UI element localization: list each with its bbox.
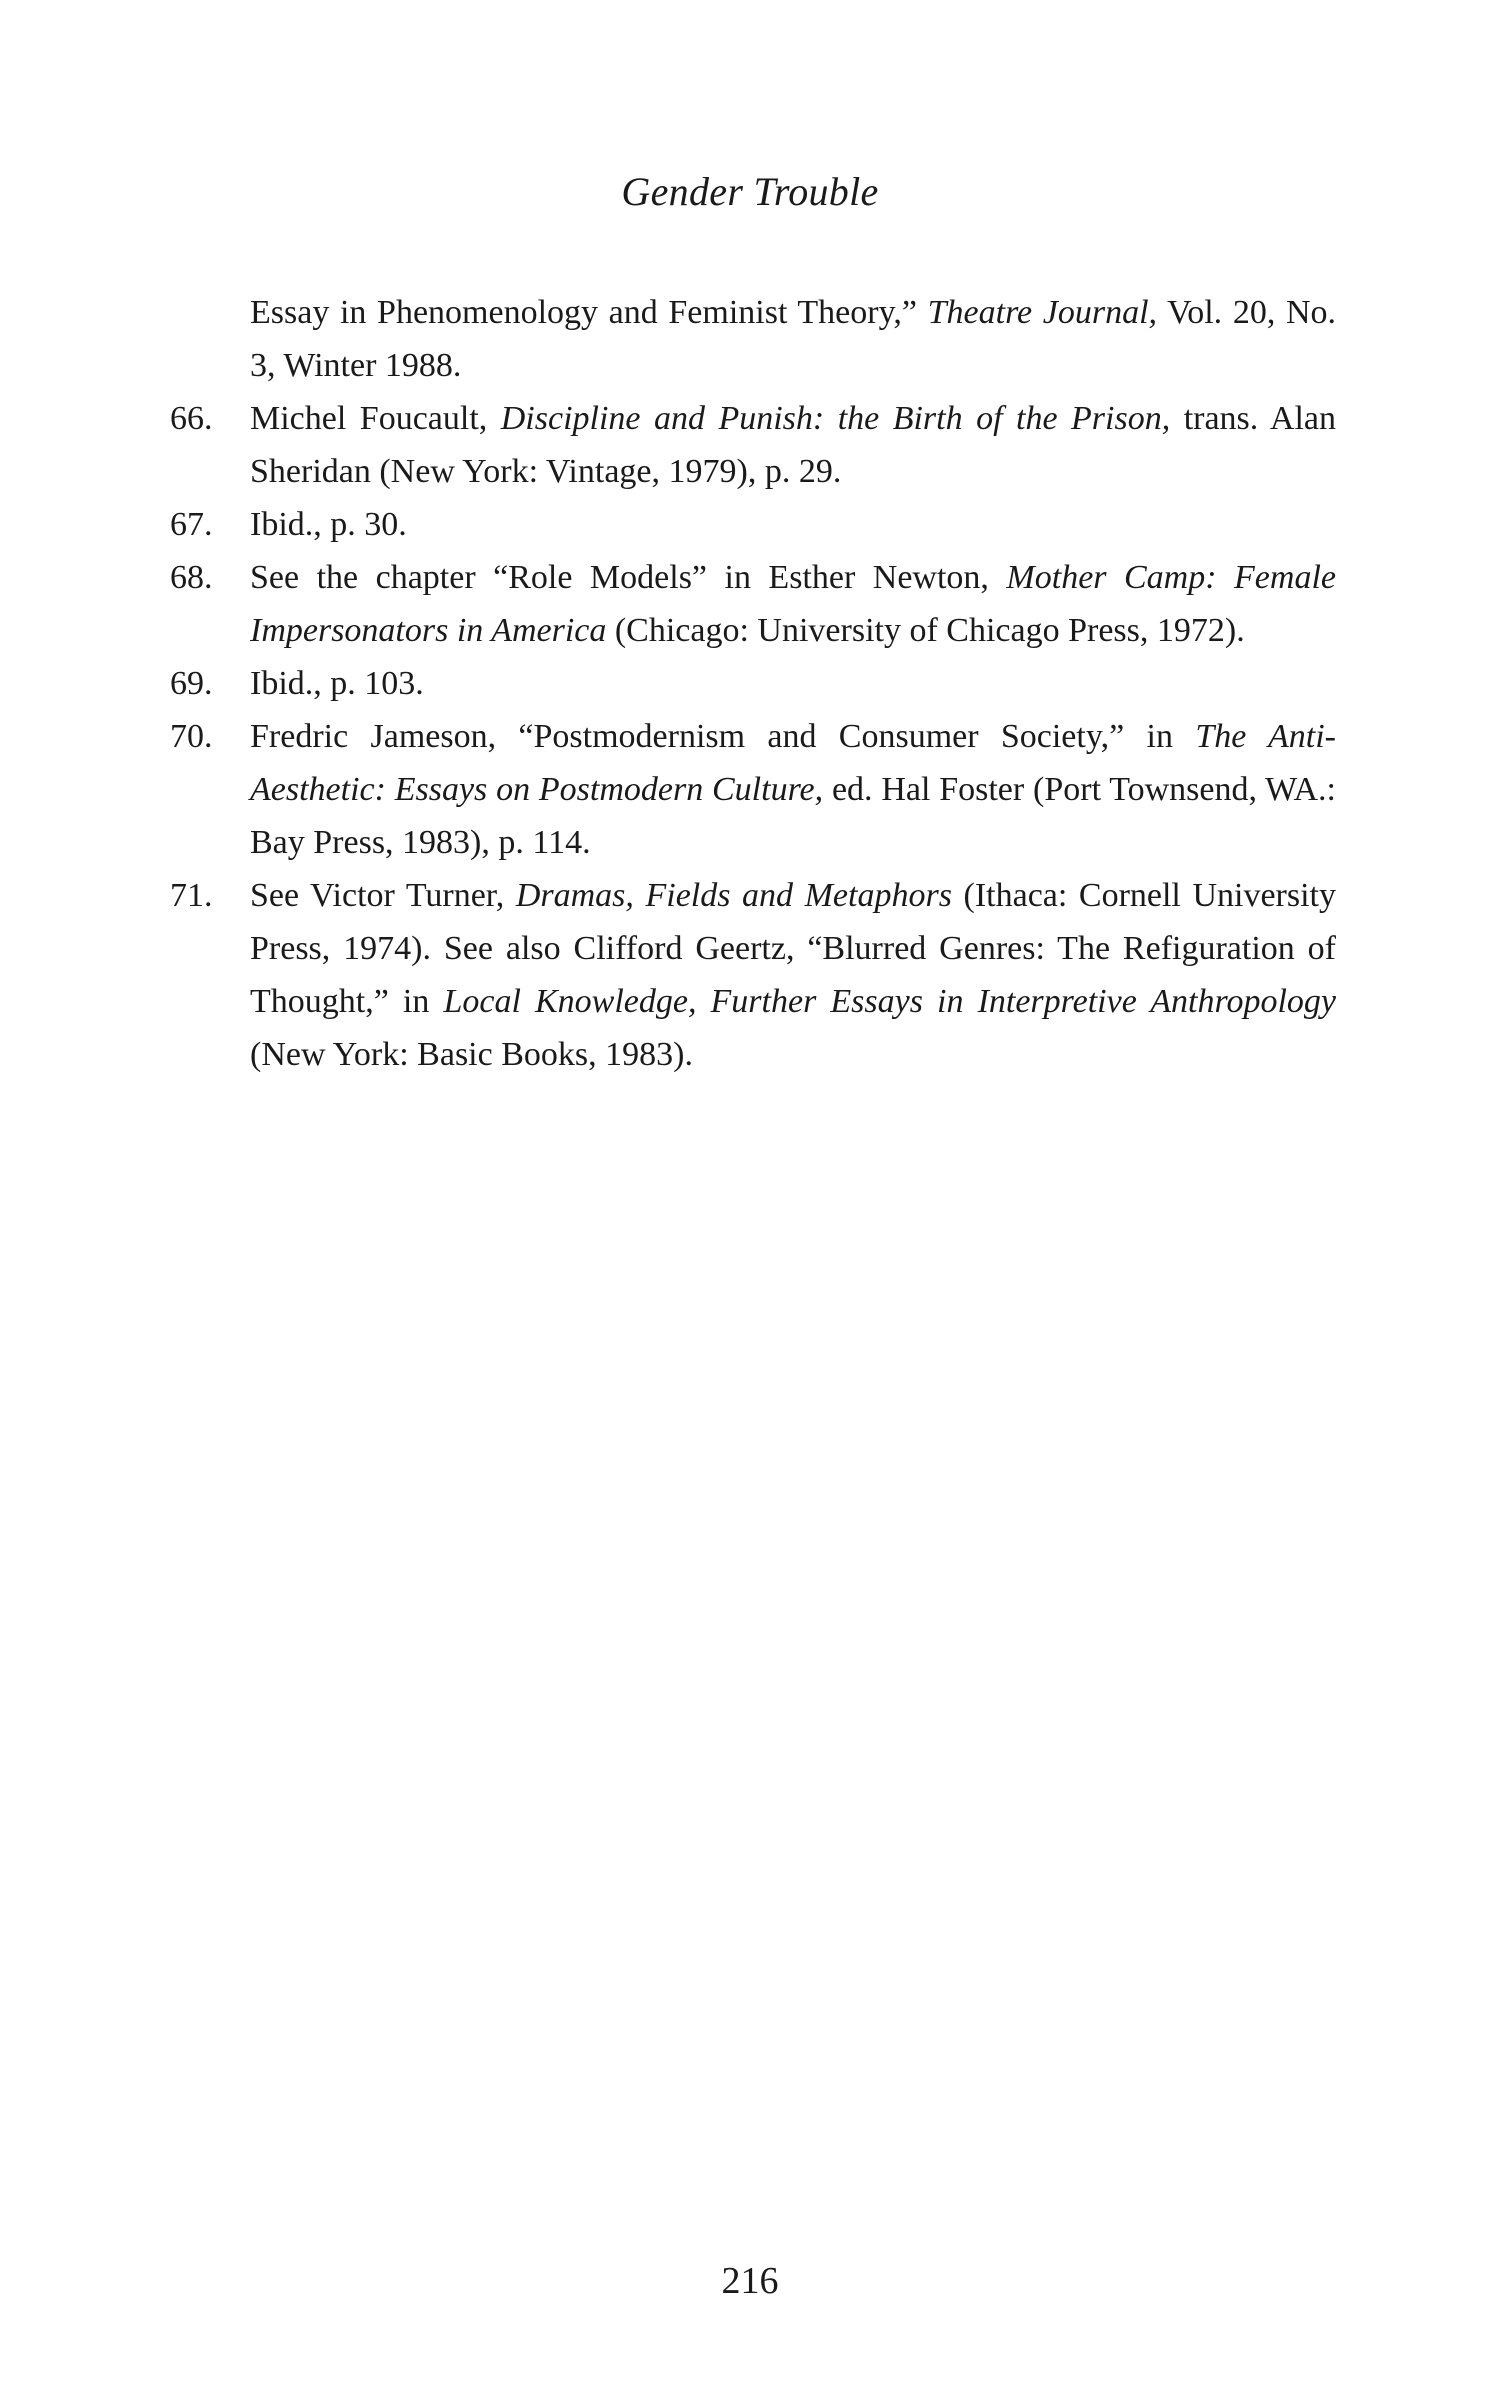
endnote-text-segment: See the chapter “Role Models” in Esther Newton, (250, 559, 1007, 596)
endnotes-list (170, 286, 1336, 1081)
endnote-title-italic: Local Knowledge, Further Essays in Interpretive Anthropology (443, 983, 1336, 1020)
endnote-number: 67. (170, 506, 213, 543)
endnote-number: 71. (170, 877, 213, 914)
endnote-text (250, 551, 1336, 657)
endnote-text (250, 657, 1336, 710)
endnote-text-segment: Fredric Jameson, “Postmodernism and Consumer Society,” in (250, 718, 1196, 755)
endnote-text-segment: Ibid., p. 103. (250, 665, 424, 702)
endnote-title-italic: Dramas, Fields and Metaphors (515, 877, 952, 914)
endnote-item (170, 498, 1336, 551)
endnote-text (250, 869, 1336, 1081)
endnote-number: 68. (170, 559, 213, 596)
endnote-text-segment: Michel Foucault, (250, 400, 501, 437)
endnote-title-italic: Theatre Journal, (927, 294, 1158, 331)
endnote-number: 69. (170, 665, 213, 702)
endnote-text (250, 286, 1336, 392)
running-head: Gender Trouble (621, 169, 879, 214)
endnote-number: 70. (170, 718, 213, 755)
endnote-item (170, 869, 1336, 1081)
endnote-text-segment: Vol. 20, No. 3, Winter 1988. (250, 294, 1337, 384)
endnote-text-segment: Essay in Phenomenology and Feminist Theory,” (250, 294, 928, 331)
endnote-title-italic: Mother Camp: Female Impersonators in America (250, 559, 1336, 649)
endnote-text-segment: ed. Hal Foster (Port Townsend, WA.: Bay Press, 1983), p. 114. (250, 771, 1336, 861)
endnote-text (250, 498, 1336, 551)
endnote-item (170, 392, 1336, 498)
endnote-item (170, 710, 1336, 869)
endnote-text-segment: (Ithaca: Cornell University Press, 1974). See also Clifford Geertz, “Blurred Genres: The Refiguration of Thought,” in (250, 877, 1336, 1020)
endnote-text-segment: Ibid., p. 30. (250, 506, 407, 543)
endnote-text-segment: (Chicago: University of Chicago Press, 1972). (606, 612, 1245, 649)
endnote-title-italic: Discipline and Punish: the Birth of the Prison, (500, 400, 1171, 437)
endnote-text-segment: (New York: Basic Books, 1983). (250, 1036, 693, 1073)
endnote-item (170, 286, 1336, 392)
endnote-text (250, 392, 1336, 498)
endnote-item (170, 657, 1336, 710)
endnote-title-italic: The Anti-Aesthetic: Essays on Postmodern Culture, (250, 718, 1336, 808)
endnote-text-segment: See Victor Turner, (250, 877, 516, 914)
page-number: 216 (721, 2260, 779, 2302)
endnote-number: 66. (170, 400, 213, 437)
endnote-text (250, 710, 1336, 869)
endnote-item (170, 551, 1336, 657)
endnote-text-segment: trans. Alan Sheridan (New York: Vintage, 1979), p. 29. (250, 400, 1336, 490)
